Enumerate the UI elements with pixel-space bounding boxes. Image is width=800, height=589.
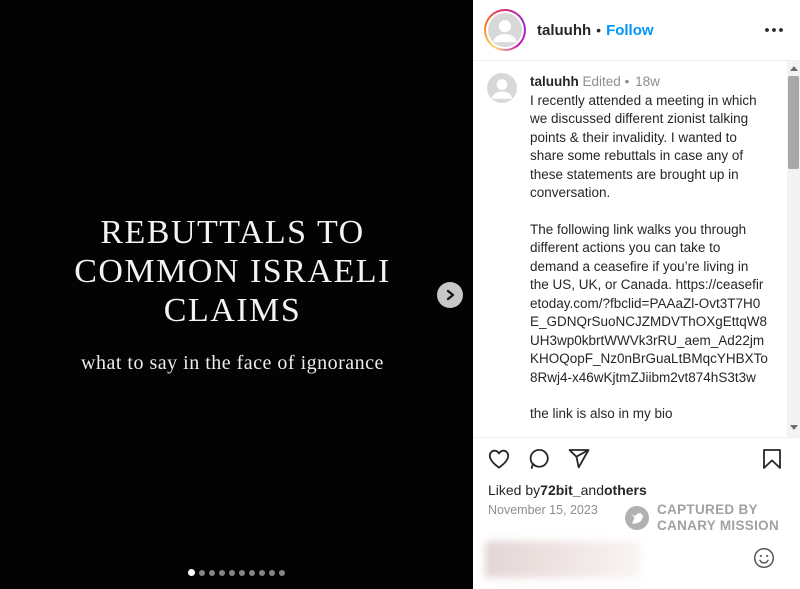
caption-avatar[interactable]: [487, 73, 517, 103]
caption-text: [530, 73, 768, 424]
image-title: [0, 213, 465, 330]
carousel-dot: [199, 570, 205, 576]
carousel-dot: [209, 570, 215, 576]
image-title-line: REBUTTALS TO: [100, 214, 365, 251]
emoji-button[interactable]: [752, 546, 776, 570]
actions-row: [473, 438, 800, 479]
next-image-button[interactable]: [437, 282, 463, 308]
carousel-dot: [249, 570, 255, 576]
edited-label: Edited: [582, 74, 621, 89]
separator-dot: •: [596, 22, 602, 38]
story-ring[interactable]: [484, 9, 526, 51]
caption-scroll-area[interactable]: [473, 61, 800, 438]
heart-icon: [487, 459, 511, 474]
caption-paragraph: I recently attended a meeting in which we discussed different zionist talking points & their invalidity. I wanted to share some rebuttals in case any of these statements are brought up in conversation.: [530, 92, 757, 200]
add-comment-row: [473, 519, 800, 589]
caption-row: [473, 61, 800, 424]
username-link[interactable]: taluuhh: [537, 21, 592, 39]
bookmark-icon: [760, 459, 784, 474]
caption-paragraph: the link is also in my bio: [530, 406, 673, 421]
liked-by-row: [473, 479, 800, 500]
carousel-dot: [239, 570, 245, 576]
more-options-icon: [764, 22, 784, 37]
scrollbar-up-arrow[interactable]: [787, 62, 800, 75]
caption-paragraph: The following link walks you through different actions you can take to demand a ceasefire if you’re living in the US, UK, or Canada. https://ceasefiretoday.com/?fbclid=PAAaZl-Ovt3T7H0E_GDNQrSuoNCJZMDVThOXgEttqW8UH3wp0kbrtWWVk3rRU_aem_Ad22jmKHOQopF_Nz0nBrGuaLtBMqcYHBXTo8Rwj4-x46wKjtmZJiibm2vt874hS3t3w: [530, 221, 768, 385]
comment-icon: [527, 459, 551, 474]
carousel-dot: [229, 570, 235, 576]
liked-by-text: Liked by: [488, 481, 541, 498]
comment-button[interactable]: [527, 447, 551, 471]
post-date: November 15, 2023: [488, 502, 598, 517]
caption-username-link[interactable]: taluuhh: [530, 74, 579, 89]
chevron-right-icon: [444, 289, 456, 301]
caption-url: https://ceasefiretoday.com/?fbclid=PAAaZl-Ovt3T7H0E_GDNQrSuoNCJZMDVThOXgEttqW8UH3wp0kbrtWWVk3rRU_aem_Ad22jmKHOQopF_Nz0nBrGuaLtBMqcYHBXTo8Rwj4-x46wKjtmZJiibm2vt874hS3t3w: [530, 277, 768, 385]
comment-input-redacted[interactable]: [485, 541, 641, 578]
post-age: 18w: [635, 74, 660, 89]
paper-plane-icon: [567, 459, 591, 474]
carousel-dots: [0, 569, 473, 576]
conjunction-text: and: [580, 481, 604, 498]
image-subtitle: what to say in the face of ignorance: [81, 352, 384, 374]
caption-scrollbar[interactable]: [787, 61, 800, 437]
save-button[interactable]: [760, 447, 784, 471]
image-title-line: COMMON ISRAELI: [74, 253, 391, 290]
liker-link[interactable]: 72bit_: [540, 481, 581, 498]
scrollbar-thumb[interactable]: [788, 76, 799, 169]
carousel-dot: [259, 570, 265, 576]
carousel-dot: [269, 570, 275, 576]
carousel-dot: [279, 570, 285, 576]
avatar[interactable]: [488, 13, 522, 47]
carousel-dot: [188, 569, 195, 576]
follow-button[interactable]: Follow: [606, 21, 654, 39]
smiley-icon: [752, 558, 776, 573]
post-details-panel: [473, 0, 800, 589]
carousel-dot: [219, 570, 225, 576]
more-options-button[interactable]: [762, 24, 786, 36]
post-header: [473, 0, 800, 61]
image-title-line: CLAIMS: [163, 292, 302, 329]
separator-dot: •: [624, 74, 630, 89]
share-button[interactable]: [567, 447, 591, 471]
scrollbar-down-arrow[interactable]: [787, 421, 800, 434]
others-link[interactable]: others: [603, 481, 647, 498]
like-button[interactable]: [487, 447, 511, 471]
watermark-text: CAPTURED BY CANARY MISSION: [657, 502, 779, 533]
